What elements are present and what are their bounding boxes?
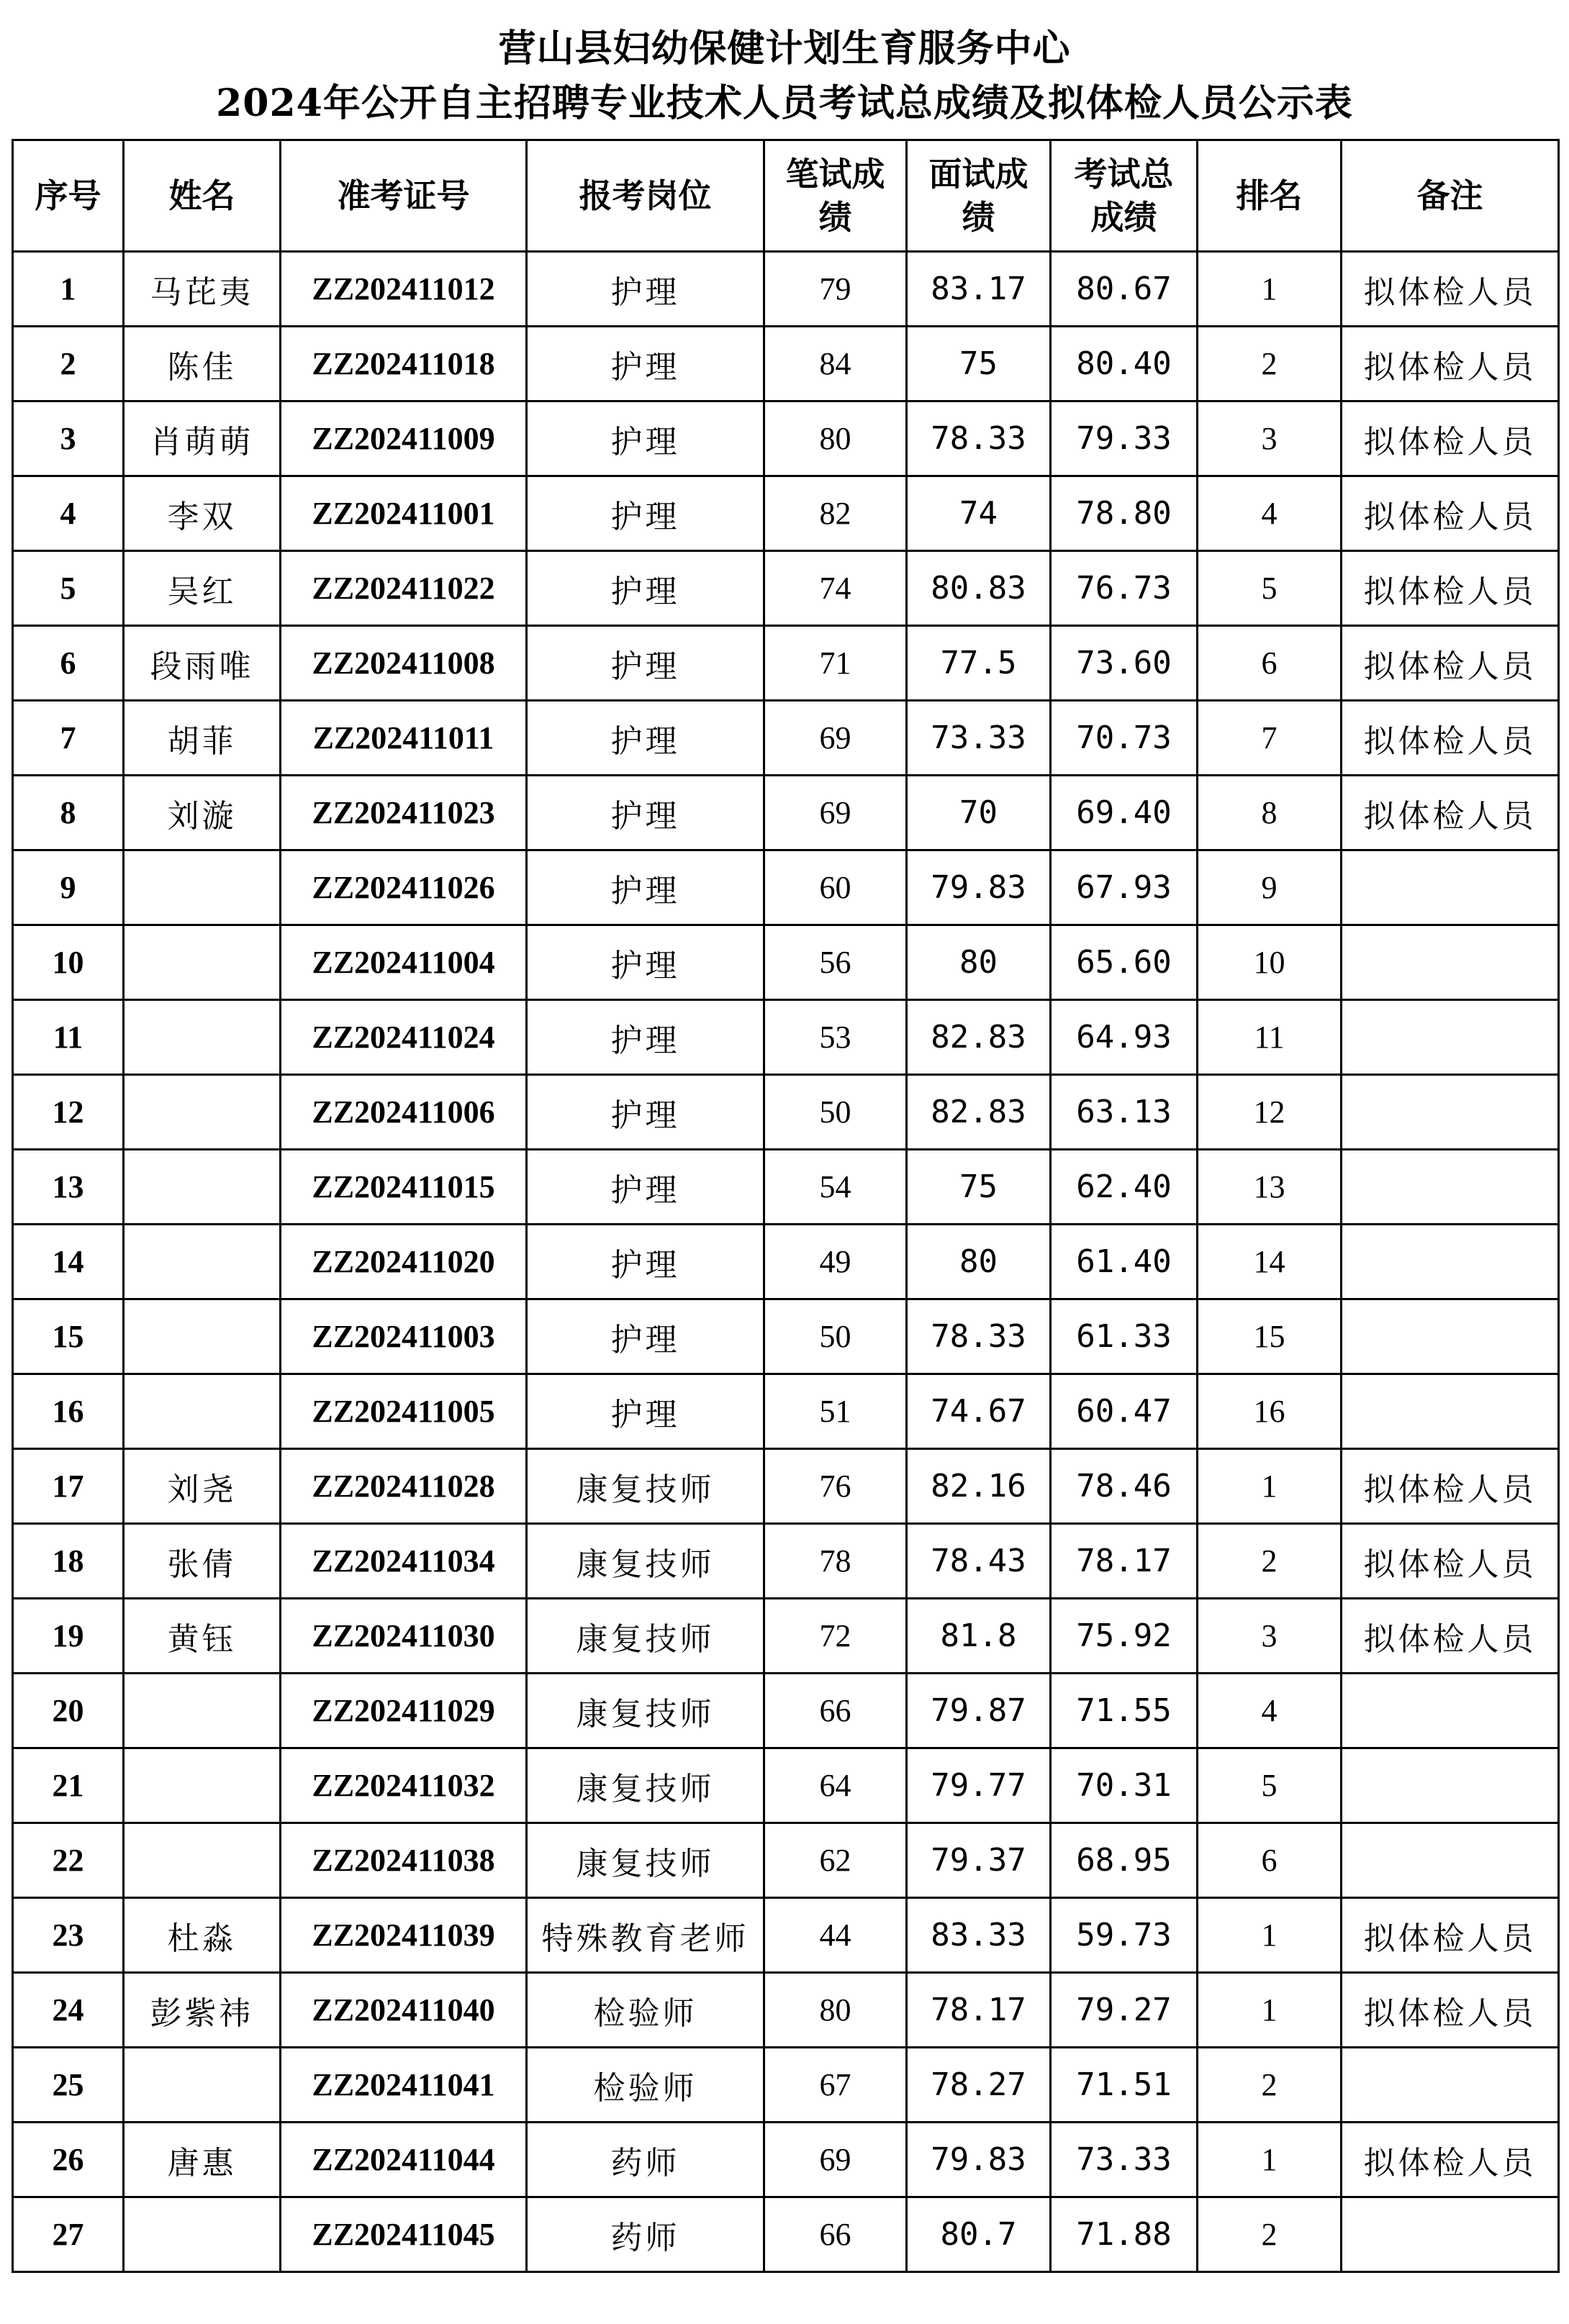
table-row — [13, 776, 1559, 850]
cell-interview: 83.33 — [907, 1898, 1051, 1973]
cell-written: 44 — [764, 1898, 907, 1973]
cell-rank: 4 — [1198, 476, 1342, 551]
cell-rank: 8 — [1198, 776, 1342, 850]
header-written-label: 笔试成绩 — [785, 155, 885, 237]
cell-no: 16 — [13, 1374, 124, 1449]
cell-rank: 1 — [1198, 1449, 1342, 1524]
table-row — [13, 327, 1559, 401]
table-row — [13, 401, 1559, 476]
title-line-2: 2024年公开自主招聘专业技术人员考试总成绩及拟体检人员公示表 — [216, 81, 1353, 125]
cell-rank: 2 — [1198, 2197, 1342, 2272]
cell-name — [124, 1748, 281, 1823]
cell-post: 康复技师 — [527, 1674, 764, 1748]
cell-name: 彭紫祎 — [124, 1973, 281, 2048]
cell-rank: 6 — [1198, 626, 1342, 701]
cell-interview: 80.83 — [907, 551, 1051, 626]
cell-no: 9 — [13, 850, 124, 925]
cell-ticket: ZZ202411023 — [281, 776, 527, 850]
cell-rank: 1 — [1198, 1898, 1342, 1973]
cell-note — [1342, 1225, 1559, 1299]
cell-written: 53 — [764, 1000, 907, 1075]
cell-ticket: ZZ202411041 — [281, 2048, 527, 2123]
cell-written: 84 — [764, 327, 907, 401]
cell-written: 67 — [764, 2048, 907, 2123]
cell-total: 73.60 — [1051, 626, 1198, 701]
cell-note — [1342, 925, 1559, 1000]
cell-no: 5 — [13, 551, 124, 626]
cell-total: 78.80 — [1051, 476, 1198, 551]
cell-ticket: ZZ202411024 — [281, 1000, 527, 1075]
cell-total: 60.47 — [1051, 1374, 1198, 1449]
cell-note: 拟体检人员 — [1342, 1524, 1559, 1599]
cell-written: 56 — [764, 925, 907, 1000]
cell-rank: 9 — [1198, 850, 1342, 925]
header-post: 报考岗位 — [527, 140, 764, 252]
cell-ticket: ZZ202411003 — [281, 1299, 527, 1374]
cell-rank: 12 — [1198, 1075, 1342, 1150]
cell-ticket: ZZ202411040 — [281, 1973, 527, 2048]
cell-no: 22 — [13, 1823, 124, 1898]
cell-note: 拟体检人员 — [1342, 401, 1559, 476]
table-row — [13, 2197, 1559, 2272]
cell-note — [1342, 1150, 1559, 1225]
header-interview-label: 面试成绩 — [928, 155, 1028, 237]
cell-name — [124, 1299, 281, 1374]
cell-interview: 79.87 — [907, 1674, 1051, 1748]
cell-ticket: ZZ202411039 — [281, 1898, 527, 1973]
cell-total: 65.60 — [1051, 925, 1198, 1000]
cell-rank: 14 — [1198, 1225, 1342, 1299]
header-no: 序号 — [13, 140, 124, 252]
header-row — [13, 140, 1559, 252]
cell-name: 唐惠 — [124, 2123, 281, 2197]
table-row — [13, 1898, 1559, 1973]
table-row — [13, 551, 1559, 626]
cell-post: 护理 — [527, 1075, 764, 1150]
cell-interview: 78.17 — [907, 1973, 1051, 2048]
table-row — [13, 1674, 1559, 1748]
cell-note: 拟体检人员 — [1342, 1449, 1559, 1524]
cell-interview: 81.8 — [907, 1599, 1051, 1674]
cell-ticket: ZZ202411012 — [281, 252, 527, 327]
cell-no: 18 — [13, 1524, 124, 1599]
cell-name — [124, 1075, 281, 1150]
cell-note — [1342, 1000, 1559, 1075]
cell-note: 拟体检人员 — [1342, 1599, 1559, 1674]
cell-no: 14 — [13, 1225, 124, 1299]
cell-ticket: ZZ202411005 — [281, 1374, 527, 1449]
cell-rank: 16 — [1198, 1374, 1342, 1449]
cell-written: 69 — [764, 701, 907, 776]
cell-no: 11 — [13, 1000, 124, 1075]
cell-post: 康复技师 — [527, 1748, 764, 1823]
cell-total: 79.33 — [1051, 401, 1198, 476]
cell-total: 71.55 — [1051, 1674, 1198, 1748]
cell-note — [1342, 1374, 1559, 1449]
cell-rank: 2 — [1198, 327, 1342, 401]
cell-post: 护理 — [527, 850, 764, 925]
cell-rank: 1 — [1198, 2123, 1342, 2197]
table-row — [13, 1075, 1559, 1150]
cell-ticket: ZZ202411001 — [281, 476, 527, 551]
cell-no: 7 — [13, 701, 124, 776]
table-body — [13, 252, 1559, 2272]
cell-written: 72 — [764, 1599, 907, 1674]
cell-total: 78.17 — [1051, 1524, 1198, 1599]
cell-name — [124, 1225, 281, 1299]
cell-post: 护理 — [527, 626, 764, 701]
cell-written: 71 — [764, 626, 907, 701]
table-row — [13, 1299, 1559, 1374]
table-row — [13, 1000, 1559, 1075]
cell-rank: 5 — [1198, 1748, 1342, 1823]
cell-post: 护理 — [527, 1150, 764, 1225]
cell-total: 61.33 — [1051, 1299, 1198, 1374]
cell-note — [1342, 2197, 1559, 2272]
table-row — [13, 1599, 1559, 1674]
cell-post: 护理 — [527, 1299, 764, 1374]
table-row — [13, 1748, 1559, 1823]
cell-written: 66 — [764, 1674, 907, 1748]
cell-post: 护理 — [527, 1225, 764, 1299]
cell-written: 79 — [764, 252, 907, 327]
header-total-label: 考试总成绩 — [1074, 155, 1174, 237]
table-row — [13, 476, 1559, 551]
cell-note: 拟体检人员 — [1342, 327, 1559, 401]
cell-no: 10 — [13, 925, 124, 1000]
cell-interview: 80 — [907, 1225, 1051, 1299]
cell-rank: 13 — [1198, 1150, 1342, 1225]
cell-post: 护理 — [527, 252, 764, 327]
cell-ticket: ZZ202411028 — [281, 1449, 527, 1524]
cell-total: 62.40 — [1051, 1150, 1198, 1225]
cell-total: 73.33 — [1051, 2123, 1198, 2197]
cell-rank: 7 — [1198, 701, 1342, 776]
cell-note: 拟体检人员 — [1342, 626, 1559, 701]
cell-no: 24 — [13, 1973, 124, 2048]
cell-no: 2 — [13, 327, 124, 401]
document-title — [0, 22, 1569, 131]
cell-name: 黄钰 — [124, 1599, 281, 1674]
table-row — [13, 2123, 1559, 2197]
cell-note: 拟体检人员 — [1342, 701, 1559, 776]
cell-total: 69.40 — [1051, 776, 1198, 850]
cell-ticket: ZZ202411038 — [281, 1823, 527, 1898]
cell-post: 护理 — [527, 401, 764, 476]
cell-post: 护理 — [527, 701, 764, 776]
table-row — [13, 1449, 1559, 1524]
cell-interview: 78.43 — [907, 1524, 1051, 1599]
cell-ticket: ZZ202411011 — [281, 701, 527, 776]
cell-name — [124, 1374, 281, 1449]
cell-name — [124, 850, 281, 925]
cell-note — [1342, 1823, 1559, 1898]
cell-rank: 2 — [1198, 1524, 1342, 1599]
cell-written: 64 — [764, 1748, 907, 1823]
table-row — [13, 1150, 1559, 1225]
cell-no: 13 — [13, 1150, 124, 1225]
table-row — [13, 1823, 1559, 1898]
header-name: 姓名 — [124, 140, 281, 252]
table-row — [13, 626, 1559, 701]
cell-name: 肖萌萌 — [124, 401, 281, 476]
cell-interview: 74 — [907, 476, 1051, 551]
cell-note: 拟体检人员 — [1342, 2123, 1559, 2197]
cell-post: 药师 — [527, 2197, 764, 2272]
cell-post: 康复技师 — [527, 1524, 764, 1599]
cell-ticket: ZZ202411029 — [281, 1674, 527, 1748]
cell-interview: 82.83 — [907, 1075, 1051, 1150]
cell-post: 康复技师 — [527, 1449, 764, 1524]
cell-name — [124, 925, 281, 1000]
cell-written: 49 — [764, 1225, 907, 1299]
cell-ticket: ZZ202411015 — [281, 1150, 527, 1225]
cell-ticket: ZZ202411030 — [281, 1599, 527, 1674]
cell-interview: 75 — [907, 327, 1051, 401]
cell-note — [1342, 1075, 1559, 1150]
cell-rank: 2 — [1198, 2048, 1342, 2123]
cell-note: 拟体检人员 — [1342, 776, 1559, 850]
cell-name: 李双 — [124, 476, 281, 551]
cell-interview: 80.7 — [907, 2197, 1051, 2272]
header-interview — [907, 140, 1051, 252]
cell-total: 70.73 — [1051, 701, 1198, 776]
cell-total: 61.40 — [1051, 1225, 1198, 1299]
cell-written: 78 — [764, 1524, 907, 1599]
cell-written: 69 — [764, 776, 907, 850]
title-line-1: 营山县妇幼保健计划生育服务中心 — [498, 27, 1071, 71]
cell-interview: 78.33 — [907, 401, 1051, 476]
cell-rank: 3 — [1198, 401, 1342, 476]
table-row — [13, 1225, 1559, 1299]
table-row — [13, 925, 1559, 1000]
cell-written: 74 — [764, 551, 907, 626]
cell-note: 拟体检人员 — [1342, 252, 1559, 327]
cell-no: 20 — [13, 1674, 124, 1748]
header-ticket: 准考证号 — [281, 140, 527, 252]
cell-interview: 82.83 — [907, 1000, 1051, 1075]
cell-interview: 79.37 — [907, 1823, 1051, 1898]
cell-ticket: ZZ202411020 — [281, 1225, 527, 1299]
cell-post: 护理 — [527, 551, 764, 626]
cell-written: 54 — [764, 1150, 907, 1225]
cell-note: 拟体检人员 — [1342, 476, 1559, 551]
cell-rank: 3 — [1198, 1599, 1342, 1674]
cell-no: 3 — [13, 401, 124, 476]
cell-written: 80 — [764, 1973, 907, 2048]
cell-total: 80.67 — [1051, 252, 1198, 327]
table-row — [13, 1524, 1559, 1599]
table-row — [13, 701, 1559, 776]
cell-post: 护理 — [527, 925, 764, 1000]
cell-written: 60 — [764, 850, 907, 925]
cell-ticket: ZZ202411008 — [281, 626, 527, 701]
cell-rank: 10 — [1198, 925, 1342, 1000]
cell-ticket: ZZ202411032 — [281, 1748, 527, 1823]
cell-name: 杜淼 — [124, 1898, 281, 1973]
cell-total: 64.93 — [1051, 1000, 1198, 1075]
cell-written: 66 — [764, 2197, 907, 2272]
cell-ticket: ZZ202411006 — [281, 1075, 527, 1150]
cell-no: 21 — [13, 1748, 124, 1823]
cell-rank: 1 — [1198, 252, 1342, 327]
cell-interview: 79.83 — [907, 850, 1051, 925]
cell-name: 刘尧 — [124, 1449, 281, 1524]
cell-rank: 11 — [1198, 1000, 1342, 1075]
table-row — [13, 850, 1559, 925]
cell-ticket: ZZ202411004 — [281, 925, 527, 1000]
cell-rank: 6 — [1198, 1823, 1342, 1898]
cell-no: 8 — [13, 776, 124, 850]
cell-post: 康复技师 — [527, 1599, 764, 1674]
cell-name — [124, 2197, 281, 2272]
cell-interview: 83.17 — [907, 252, 1051, 327]
cell-written: 50 — [764, 1075, 907, 1150]
cell-written: 76 — [764, 1449, 907, 1524]
cell-post: 护理 — [527, 476, 764, 551]
cell-written: 51 — [764, 1374, 907, 1449]
cell-name: 陈佳 — [124, 327, 281, 401]
cell-no: 27 — [13, 2197, 124, 2272]
cell-no: 1 — [13, 252, 124, 327]
cell-name — [124, 2048, 281, 2123]
cell-ticket: ZZ202411026 — [281, 850, 527, 925]
cell-written: 69 — [764, 2123, 907, 2197]
cell-total: 78.46 — [1051, 1449, 1198, 1524]
cell-ticket: ZZ202411044 — [281, 2123, 527, 2197]
cell-rank: 1 — [1198, 1973, 1342, 2048]
cell-interview: 74.67 — [907, 1374, 1051, 1449]
cell-no: 23 — [13, 1898, 124, 1973]
cell-name — [124, 1823, 281, 1898]
cell-name: 刘漩 — [124, 776, 281, 850]
cell-post: 特殊教育老师 — [527, 1898, 764, 1973]
cell-no: 6 — [13, 626, 124, 701]
cell-interview: 78.33 — [907, 1299, 1051, 1374]
cell-note — [1342, 850, 1559, 925]
cell-interview: 79.77 — [907, 1748, 1051, 1823]
cell-name — [124, 1674, 281, 1748]
cell-post: 检验师 — [527, 2048, 764, 2123]
cell-note: 拟体检人员 — [1342, 1973, 1559, 2048]
cell-total: 67.93 — [1051, 850, 1198, 925]
cell-post: 康复技师 — [527, 1823, 764, 1898]
cell-no: 26 — [13, 2123, 124, 2197]
cell-interview: 75 — [907, 1150, 1051, 1225]
header-rank: 排名 — [1198, 140, 1342, 252]
cell-rank: 4 — [1198, 1674, 1342, 1748]
cell-post: 护理 — [527, 327, 764, 401]
header-written — [764, 140, 907, 252]
cell-note — [1342, 1674, 1559, 1748]
cell-post: 护理 — [527, 1374, 764, 1449]
cell-rank: 15 — [1198, 1299, 1342, 1374]
cell-interview: 78.27 — [907, 2048, 1051, 2123]
cell-interview: 70 — [907, 776, 1051, 850]
cell-total: 75.92 — [1051, 1599, 1198, 1674]
cell-written: 80 — [764, 401, 907, 476]
cell-total: 80.40 — [1051, 327, 1198, 401]
cell-note — [1342, 1299, 1559, 1374]
cell-note: 拟体检人员 — [1342, 1898, 1559, 1973]
cell-interview: 79.83 — [907, 2123, 1051, 2197]
cell-post: 检验师 — [527, 1973, 764, 2048]
cell-ticket: ZZ202411018 — [281, 327, 527, 401]
cell-rank: 5 — [1198, 551, 1342, 626]
cell-name — [124, 1150, 281, 1225]
cell-written: 62 — [764, 1823, 907, 1898]
cell-interview: 80 — [907, 925, 1051, 1000]
cell-total: 79.27 — [1051, 1973, 1198, 2048]
cell-note — [1342, 1748, 1559, 1823]
cell-written: 82 — [764, 476, 907, 551]
cell-ticket: ZZ202411009 — [281, 401, 527, 476]
cell-no: 15 — [13, 1299, 124, 1374]
cell-written: 50 — [764, 1299, 907, 1374]
cell-post: 护理 — [527, 1000, 764, 1075]
cell-total: 68.95 — [1051, 1823, 1198, 1898]
cell-interview: 77.5 — [907, 626, 1051, 701]
cell-ticket: ZZ202411034 — [281, 1524, 527, 1599]
cell-no: 17 — [13, 1449, 124, 1524]
table-row — [13, 1973, 1559, 2048]
table-row — [13, 252, 1559, 327]
cell-note — [1342, 2048, 1559, 2123]
cell-no: 19 — [13, 1599, 124, 1674]
cell-total: 63.13 — [1051, 1075, 1198, 1150]
cell-name: 胡菲 — [124, 701, 281, 776]
cell-name: 张倩 — [124, 1524, 281, 1599]
cell-ticket: ZZ202411022 — [281, 551, 527, 626]
cell-total: 76.73 — [1051, 551, 1198, 626]
cell-post: 药师 — [527, 2123, 764, 2197]
cell-total: 71.88 — [1051, 2197, 1198, 2272]
cell-no: 4 — [13, 476, 124, 551]
table-row — [13, 1374, 1559, 1449]
cell-total: 59.73 — [1051, 1898, 1198, 1973]
cell-interview: 82.16 — [907, 1449, 1051, 1524]
cell-ticket: ZZ202411045 — [281, 2197, 527, 2272]
cell-name: 段雨唯 — [124, 626, 281, 701]
score-table — [12, 139, 1560, 2273]
cell-name: 吴红 — [124, 551, 281, 626]
cell-total: 71.51 — [1051, 2048, 1198, 2123]
header-note: 备注 — [1342, 140, 1559, 252]
cell-interview: 73.33 — [907, 701, 1051, 776]
cell-name: 马芘夷 — [124, 252, 281, 327]
table-row — [13, 2048, 1559, 2123]
cell-no: 12 — [13, 1075, 124, 1150]
cell-post: 护理 — [527, 776, 764, 850]
cell-no: 25 — [13, 2048, 124, 2123]
cell-total: 70.31 — [1051, 1748, 1198, 1823]
cell-name — [124, 1000, 281, 1075]
cell-note: 拟体检人员 — [1342, 551, 1559, 626]
header-total — [1051, 140, 1198, 252]
